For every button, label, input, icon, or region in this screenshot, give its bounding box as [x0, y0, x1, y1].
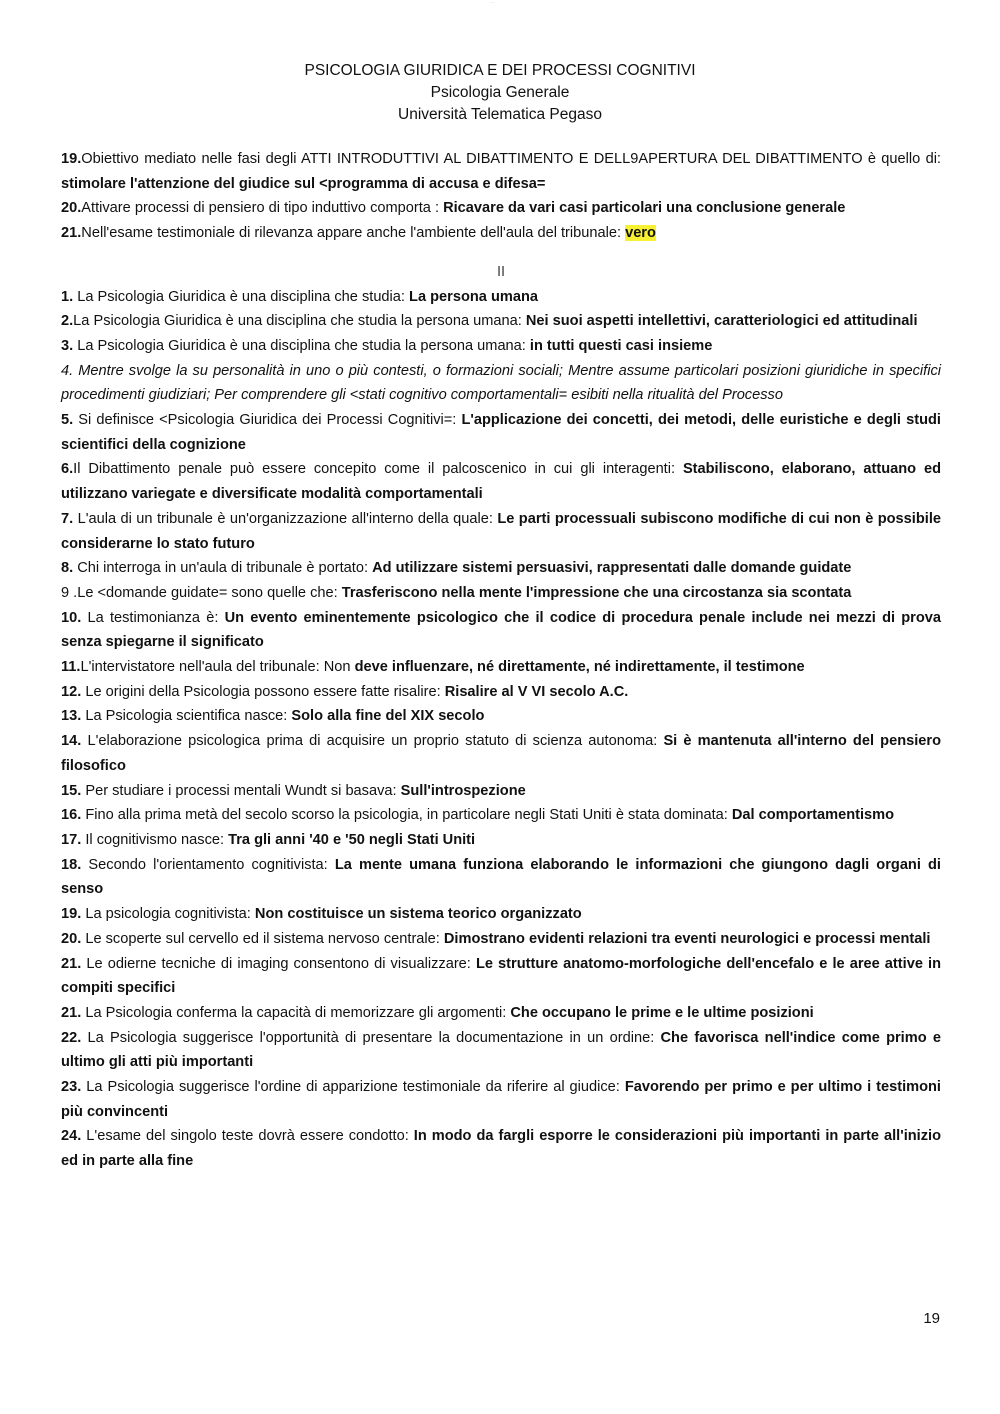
qa-item: 5. Si definisce <Psicologia Giuridica dei Processi Cognitivi=: L'applicazione dei concetti, dei metodi, delle euristiche e degli studi scientifici della cognizione — [61, 412, 941, 453]
qa-item: 21. La Psicologia conferma la capacità di memorizzare gli argomenti: Che occupano le prime e le ultime posizioni — [61, 1004, 814, 1021]
qa-item: 22. La Psicologia suggerisce l'opportunità di presentare la documentazione in un ordine: Che favorisca nell'indice come primo e ultimo gli atti più importanti — [61, 1029, 941, 1071]
qa-item: 21. Le odierne tecniche di imaging consentono di visualizzare: Le strutture anatomo-morfologiche dell'encefalo e le aree attive in compiti specifici — [61, 955, 941, 997]
header-university: Università Telematica Pegaso — [398, 106, 602, 123]
qa-item: 23. La Psicologia suggerisce l'ordine di apparizione testimoniale da riferire al giudice: Favorendo per primo e per ultimo i testimoni più convincenti — [61, 1079, 941, 1120]
qa-item: 20. Le scoperte sul cervello ed il sistema nervoso centrale: Dimostrano evidenti relazioni tra eventi neurologici e processi mentali — [61, 930, 931, 947]
qa-item: 10. La testimonianza è: Un evento eminentemente psicologico che il codice di procedura penale include nei mezzi di prova senza spiegarne il significato — [61, 609, 941, 651]
qa-item: 16. Fino alla prima metà del secolo scorso la psicologia, in particolare negli Stati Uniti è stata dominata: Dal comportamentismo — [61, 807, 895, 824]
qa-item: 21.Nell'esame testimoniale di rilevanza appare anche l'ambiente dell'aula del tribunale: vero — [61, 225, 656, 242]
qa-item: 24. L'esame del singolo teste dovrà essere condotto: In modo da fargli esporre le considerazioni più importanti in parte all'inizio ed in parte alla fine — [61, 1128, 941, 1170]
qa-item: 6.Il Dibattimento penale può essere concepito come il palcoscenico in cui gli interagenti: Stabiliscono, elaborano, attuano ed utilizzano variegate e diversificate modalità comportamentali — [61, 461, 941, 503]
qa-item: 15. Per studiare i processi mentali Wundt si basava: Sull'introspezione — [61, 782, 526, 799]
section-separator: II — [496, 263, 506, 280]
qa-item: 19.Obiettivo mediato nelle fasi degli ATTI INTRODUTTIVI AL DIBATTIMENTO E DELL9APERTURA DEL DIBATTIMENTO è quello di: stimolare l'attenzione del giudice sul <programma di accusa e difesa= — [61, 151, 941, 192]
qa-item: 19. La psicologia cognitivista: Non costituisce un sistema teorico organizzato — [61, 906, 582, 923]
header-course: PSICOLOGIA GIURIDICA E DEI PROCESSI COGNITIVI — [304, 62, 696, 79]
top-mark: ··· — [490, 0, 495, 6]
qa-item: 13. La Psicologia scientifica nasce: Solo alla fine del XIX secolo — [61, 708, 485, 725]
qa-item: 2.La Psicologia Giuridica è una disciplina che studia la persona umana: Nei suoi aspetti intellettivi, caratteriologici ed attitudinali — [61, 313, 918, 330]
qa-item: 14. L'elaborazione psicologica prima di acquisire un proprio statuto di scienza autonoma: Si è mantenuta all'interno del pensiero filosofico — [61, 733, 941, 774]
page-header — [0, 60, 1000, 126]
qa-item: 1. La Psicologia Giuridica è una disciplina che studia: La persona umana — [61, 288, 538, 305]
highlighted-answer: vero — [625, 225, 656, 242]
qa-item: 3. La Psicologia Giuridica è una disciplina che studia la persona umana: in tutti questi casi insieme — [61, 337, 713, 354]
qa-item: 12. Le origini della Psicologia possono essere fatte risalire: Risalire al V VI secolo A.C. — [61, 683, 629, 700]
qa-item: 20.Attivare processi di pensiero di tipo induttivo comporta : Ricavare da vari casi particolari una conclusione generale — [61, 200, 846, 217]
header-subject: Psicologia Generale — [430, 84, 570, 101]
qa-item: 9 .Le <domande guidate= sono quelle che: Trasferiscono nella mente l'impressione che una circostanza sia scontata — [61, 584, 852, 601]
qa-item: 8. Chi interroga in un'aula di tribunale è portato: Ad utilizzare sistemi persuasivi, rappresentati dalle domande guidate — [61, 560, 852, 577]
italic-item: 4. Mentre svolge la su personalità in uno o più contesti, o formazioni sociali; Mentre assume particolari posizioni giuridiche in specifici procedimenti giudiziari; Per comprendere gli <stati cognitivo comportamentali= esibiti nella ritualità del Processo — [61, 362, 941, 404]
page-number: 19 — [923, 1310, 940, 1327]
document-body — [61, 147, 941, 1174]
qa-item: 18. Secondo l'orientamento cognitivista: La mente umana funziona elaborando le informazioni che giungono dagli organi di senso — [61, 856, 941, 898]
qa-item: 17. Il cognitivismo nasce: Tra gli anni '40 e '50 negli Stati Uniti — [61, 831, 476, 848]
qa-item: 11.L'intervistatore nell'aula del tribunale: Non deve influenzare, né direttamente, né indirettamente, il testimone — [61, 659, 805, 676]
qa-item: 7. L'aula di un tribunale è un'organizzazione all'interno della quale: Le parti processuali subiscono modifiche di cui non è possibile considerarne lo stato futuro — [61, 510, 941, 552]
